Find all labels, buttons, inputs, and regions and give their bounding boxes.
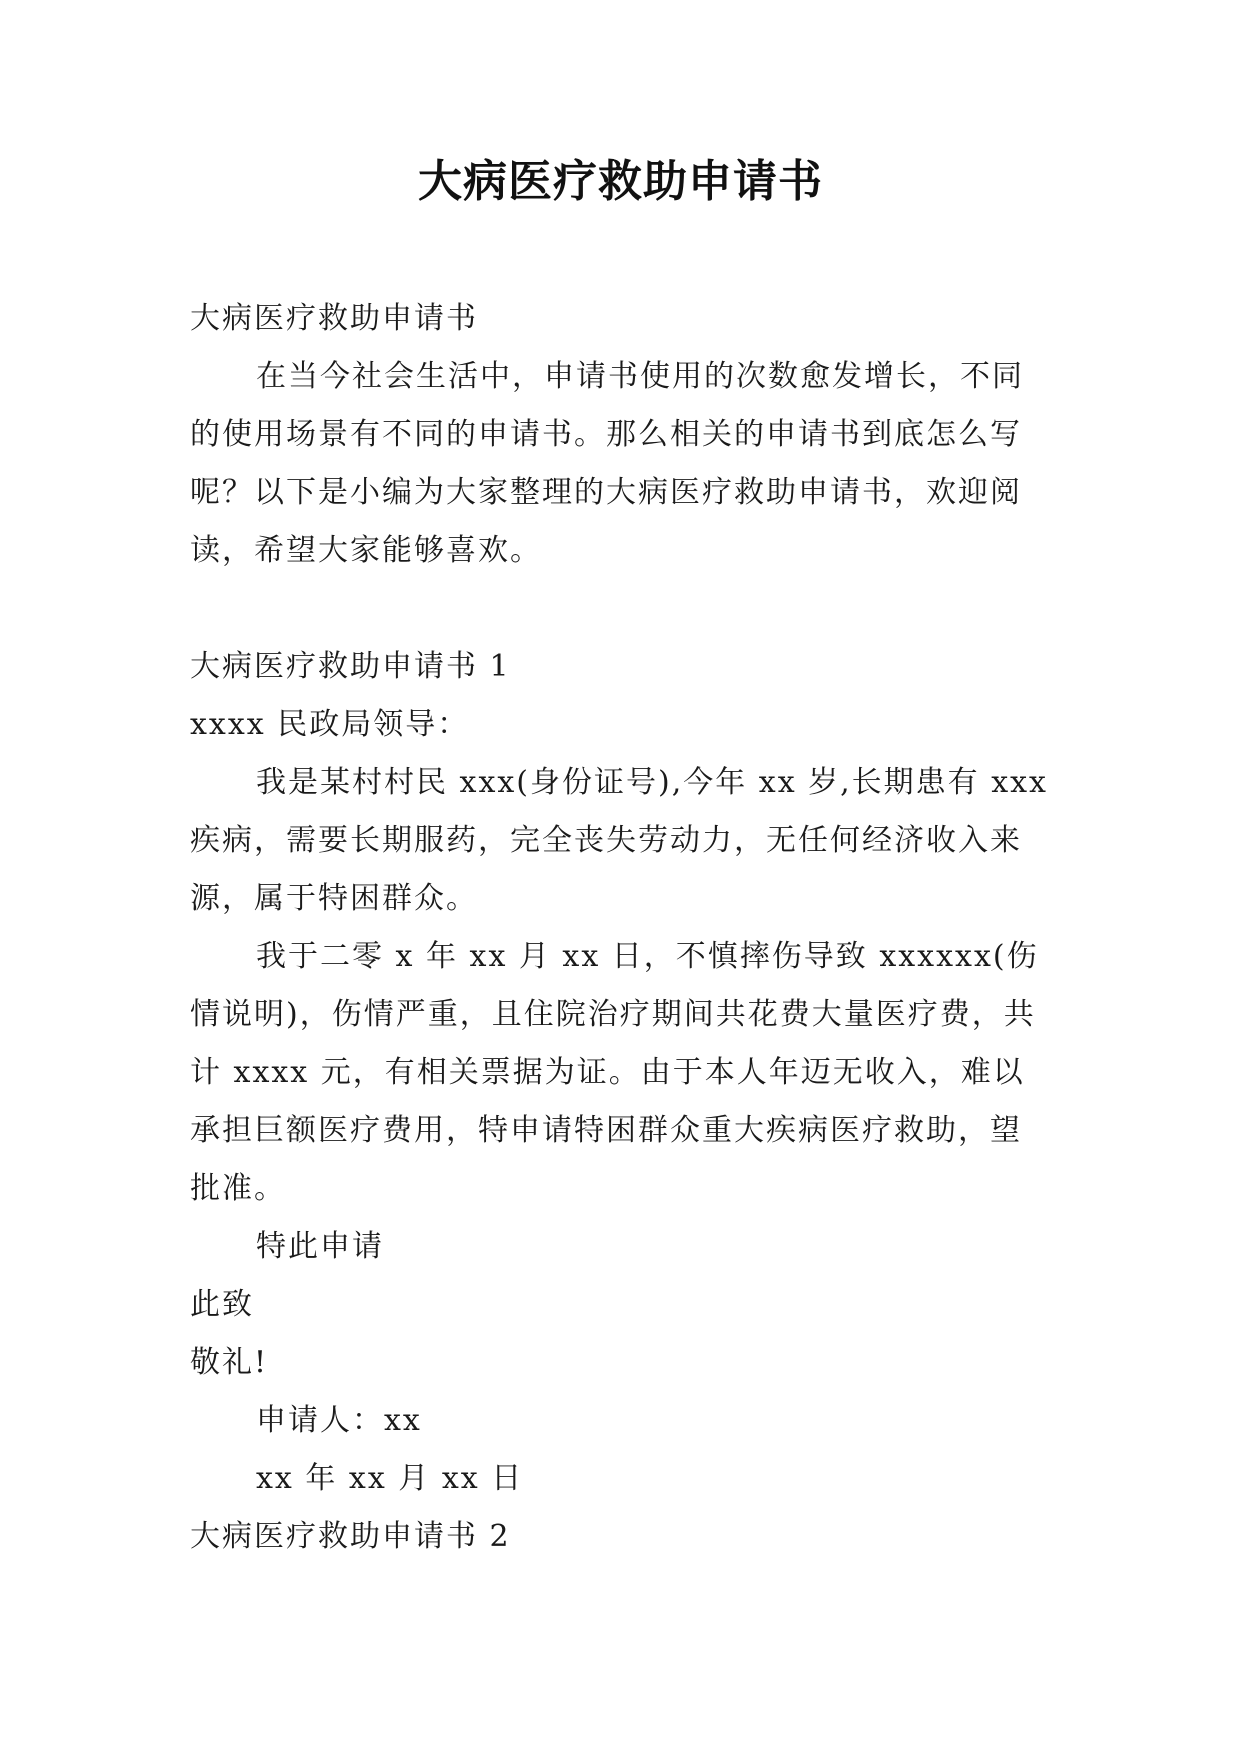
closing-salutation: 此致 xyxy=(190,1287,254,1322)
application-date: xx 年 xx 月 xx 日 xyxy=(256,1461,524,1496)
section-1-paragraph-1: 我是某村村民 xxx(身份证号),今年 xx 岁,长期患有 xxx 疾病，需要长期服药，完全丧失劳动力，无任何经济收入来源，属于特困群众。 xyxy=(190,765,1048,916)
section-2-heading: 大病医疗救助申请书 2 xyxy=(190,1519,511,1554)
paragraph-gap xyxy=(190,580,1050,638)
addressee: xxxx 民政局领导： xyxy=(190,707,470,742)
closing-regards: 敬礼! xyxy=(190,1345,269,1380)
document-subtitle: 大病医疗救助申请书 xyxy=(190,301,478,336)
document-title: 大病医疗救助申请书 xyxy=(418,156,823,207)
applicant-signature: 申请人：xx xyxy=(256,1403,422,1438)
section-1-paragraph-2: 我于二零 x 年 xx 月 xx 日，不慎摔伤导致 xxxxxx(伤情说明)，伤情严重，且住院治疗期间共花费大量医疗费，共计 xxxx 元，有相关票据为证。由于本人年迈无收入，难以承担巨额医疗费用，特申请特困群众重大疾病医疗救助，望批准。 xyxy=(190,939,1039,1206)
section-1-heading: 大病医疗救助申请书 1 xyxy=(190,649,511,684)
intro-paragraph: 在当今社会生活中，申请书使用的次数愈发增长，不同的使用场景有不同的申请书。那么相关的申请书到底怎么写呢？以下是小编为大家整理的大病医疗救助申请书，欢迎阅读，希望大家能够喜欢。 xyxy=(190,359,1024,568)
closing-request: 特此申请 xyxy=(256,1229,384,1264)
document-body xyxy=(190,290,1050,1566)
